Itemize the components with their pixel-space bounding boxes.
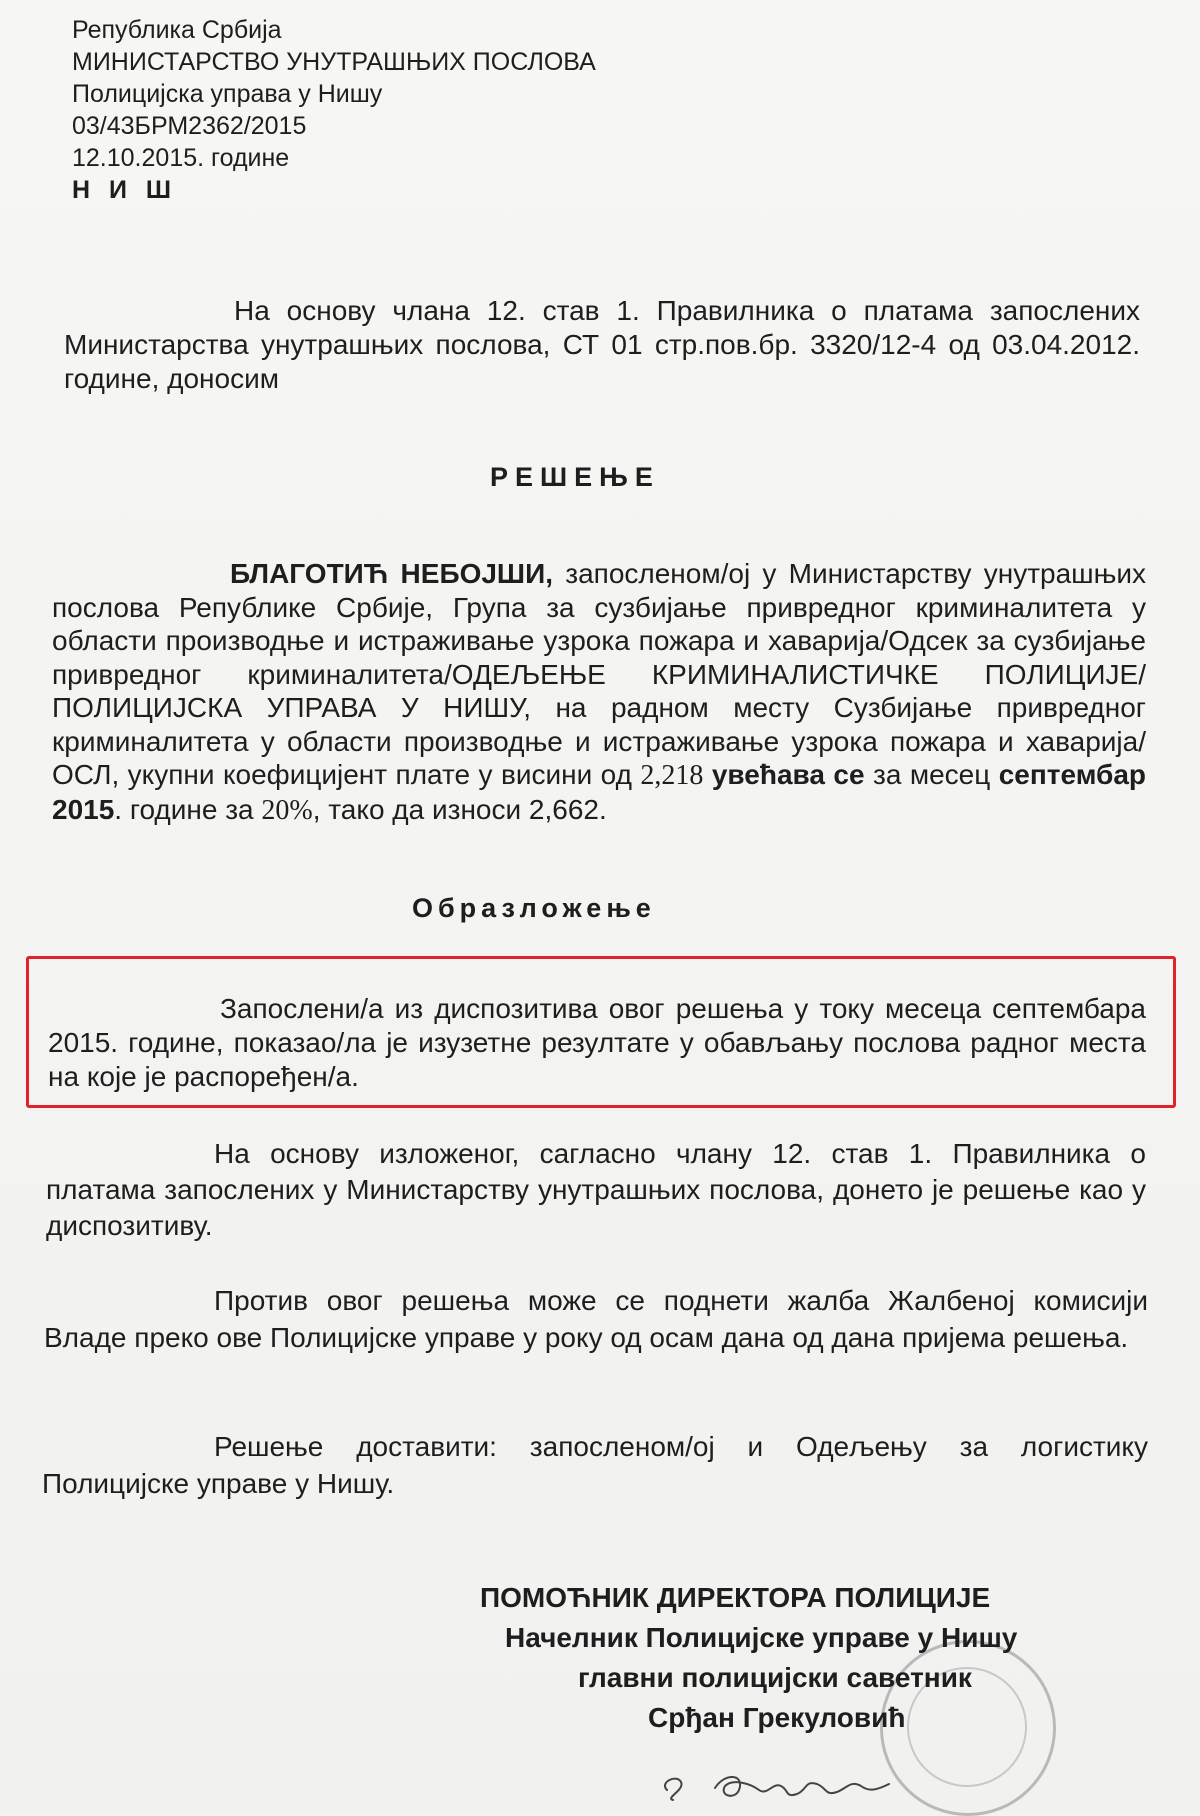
signatory-position: Начелник Полицијске управе у Нишу [505, 1622, 1018, 1653]
decision-paragraph [52, 557, 1146, 827]
header-police-directorate: Полицијска управа у Нишу [72, 80, 383, 108]
basis-paragraph [46, 1136, 1146, 1244]
appeal-paragraph [44, 1282, 1148, 1356]
decision-text-4: , тако да износи [312, 793, 522, 825]
rationale-text: Запослени/а из диспозитива овог решења у току месеца септембара 2015. године, показао/ла је изузетне резултате у обављању послова радног места на које је распоређен/а. [48, 993, 1146, 1092]
month-value: септембар 2015 [52, 759, 1147, 825]
rationale-paragraph [48, 992, 1146, 1094]
header-reference-number: 03/43БРМ2362/2015 [72, 112, 307, 140]
decision-title: РЕШЕЊЕ [490, 462, 660, 492]
header-city: Н И Ш [72, 176, 178, 204]
increase-phrase: увећава се [711, 759, 865, 790]
signatory-title: ПОМОЋНИК ДИРЕКТОРА ПОЛИЦИЈЕ [480, 1582, 991, 1613]
handwritten-signature [655, 1760, 955, 1806]
delivery-text: Решење доставити: запосленом/ој и Одељењу за логистику Полицијске управе у Нишу. [42, 1431, 1148, 1499]
signatory-rank: главни полицијски саветник [578, 1662, 972, 1693]
appeal-text: Против овог решења може се поднети жалба Жалбеној комисији Владе преко ове Полицијске управе у року од осам дана од дана пријема решења. [44, 1285, 1148, 1353]
decision-text-1: запосленом/ој у Министарству унутрашњих послова Републике Србије, Група за сузбијање привредног криминалитета у области производње и истраживање узрока пожара и хаварија/Одсек за сузбијање привредног криминалитета/ОДЕЉЕЊЕ КРИМИНАЛИСТИЧКЕ ПОЛИЦИЈЕ/ПОЛИЦИЈСКА УПРАВА У НИШУ, на радном месту Сузбијање привредног криминалитета у области производње и истраживање узрока пожара и хаварија/ОСЛ, укупни коефицијент плате у висини од [52, 558, 1147, 790]
header-republic: Република Србија [72, 16, 282, 44]
intro-paragraph [64, 294, 1140, 396]
rationale-title: Образложење [412, 893, 656, 923]
result-value: 2,662. [528, 793, 607, 825]
signatory-name: Срђан Грекуловић [648, 1702, 906, 1733]
basis-text: На основу изложеног, сагласно члану 12. став 1. Правилника о платама запослених у Министарству унутрашњих послова, донето је решење као у диспозитиву. [46, 1138, 1146, 1241]
document-header [72, 14, 596, 206]
employee-name: БЛАГОТИЋ НЕБОЈШИ, [230, 558, 553, 589]
header-ministry: МИНИСТАРСТВО УНУТРАШЊИХ ПОСЛОВА [72, 48, 596, 76]
coefficient-value: 2,218 [640, 760, 704, 791]
decision-text-2: за месец [872, 759, 991, 790]
decision-text-3: . године за [114, 793, 254, 825]
intro-text: На основу члана 12. став 1. Правилника о платама запослених Министарства унутрашњих послова, СТ 01 стр.пов.бр. 3320/12-4 од 03.04.2012. године, доносим [64, 295, 1140, 394]
percent-value: 20% [261, 794, 313, 826]
delivery-paragraph [42, 1428, 1148, 1502]
header-date: 12.10.2015. године [72, 144, 290, 172]
